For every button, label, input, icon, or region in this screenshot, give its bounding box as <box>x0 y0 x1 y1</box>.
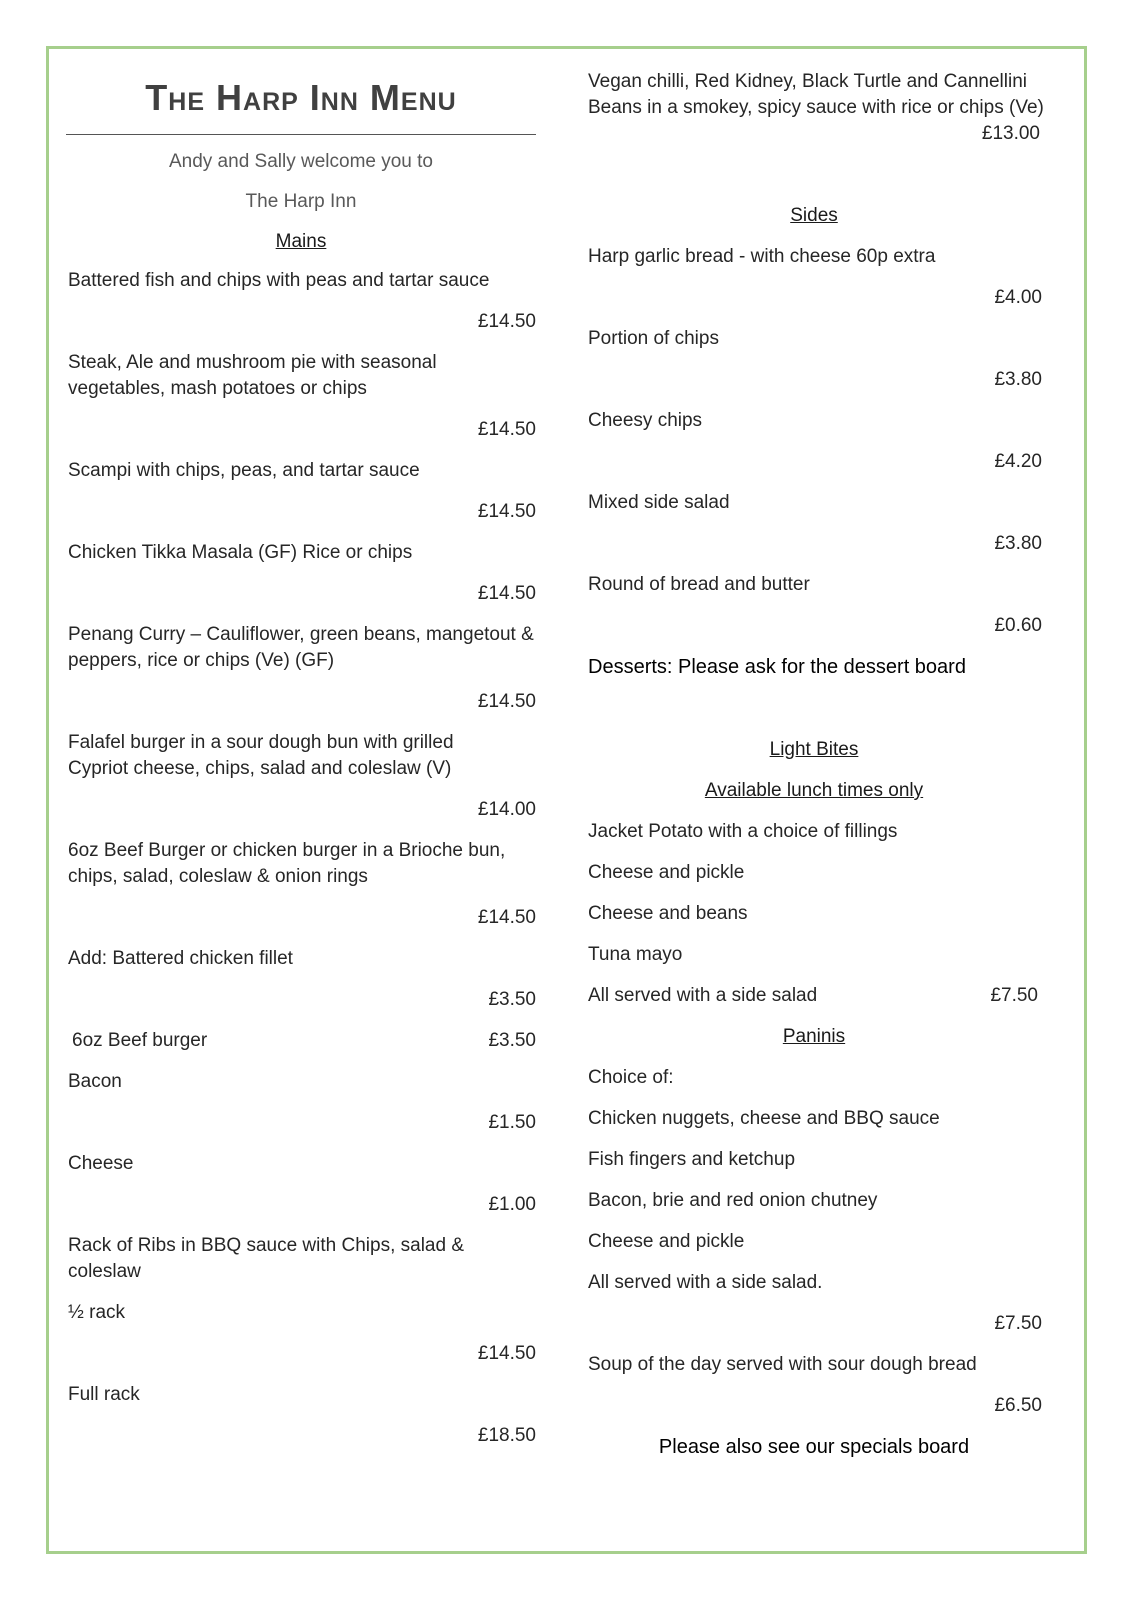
ribs-full-price: £18.50 <box>477 1425 536 1446</box>
menu-item-price: £14.50 <box>477 691 536 712</box>
extra-item: Cheese <box>68 1153 134 1174</box>
menu-item-price: £14.50 <box>477 311 536 332</box>
menu-item: Battered fish and chips with peas and tartar sauce <box>68 270 490 291</box>
mains-heading: Mains <box>275 231 327 252</box>
welcome-line-2: The Harp Inn <box>245 191 357 212</box>
side-item-price: £3.80 <box>994 533 1042 554</box>
paninis-served: All served with a side salad. <box>588 1272 823 1293</box>
paninis-intro: Choice of: <box>588 1067 674 1088</box>
side-item-price: £4.00 <box>994 287 1042 308</box>
panini-option: Bacon, brie and red onion chutney <box>588 1190 878 1211</box>
menu-item-price: £14.50 <box>477 907 536 928</box>
extra-item: Bacon <box>68 1071 122 1092</box>
jacket-intro: Jacket Potato with a choice of fillings <box>588 821 898 842</box>
jacket-filling: Tuna mayo <box>588 944 683 965</box>
jacket-filling: Cheese and pickle <box>588 862 745 883</box>
menu-item: Vegan chilli, Red Kidney, Black Turtle and Cannellini Beans in a smokey, spicy sauce with rice or chips (Ve) <box>588 71 1044 118</box>
extra-item: 6oz Beef burger <box>72 1030 208 1051</box>
side-item-price: £0.60 <box>994 615 1042 636</box>
panini-option: Chicken nuggets, cheese and BBQ sauce <box>588 1108 940 1129</box>
menu-item-price: £14.50 <box>477 419 536 440</box>
ribs-half-price: £14.50 <box>477 1343 536 1364</box>
welcome-line-1: Andy and Sally welcome you to <box>168 151 434 172</box>
menu-item-price: £14.50 <box>477 583 536 604</box>
ribs-half-label: ½ rack <box>68 1302 126 1323</box>
desserts-note: Desserts: Please ask for the dessert board <box>588 656 966 678</box>
menu-item: Falafel burger in a sour dough bun with grilled Cypriot cheese, chips, salad and coleslaw (V) <box>68 732 454 779</box>
menu-item: Scampi with chips, peas, and tartar sauce <box>68 460 420 481</box>
specials-note: Please also see our specials board <box>658 1436 970 1458</box>
paninis-price: £7.50 <box>994 1313 1042 1334</box>
side-item-price: £4.20 <box>994 451 1042 472</box>
menu-item-price: £14.50 <box>477 501 536 522</box>
side-item: Mixed side salad <box>588 492 730 513</box>
menu-item: Penang Curry – Cauliflower, green beans, mangetout & peppers, rice or chips (Ve) (GF) <box>68 624 534 671</box>
jacket-price: £7.50 <box>990 985 1038 1006</box>
extra-item: Add: Battered chicken fillet <box>68 948 293 969</box>
jacket-filling: Cheese and beans <box>588 903 748 924</box>
extra-item-price: £1.50 <box>488 1112 536 1133</box>
panini-option: Fish fingers and ketchup <box>588 1149 796 1170</box>
panini-option: Cheese and pickle <box>588 1231 745 1252</box>
jacket-served: All served with a side salad <box>588 985 818 1006</box>
menu-item: Steak, Ale and mushroom pie with seasonal vegetables, mash potatoes or chips <box>68 352 437 399</box>
paninis-heading: Paninis <box>782 1026 846 1047</box>
menu-item: Chicken Tikka Masala (GF) Rice or chips <box>68 542 413 563</box>
sides-heading: Sides <box>790 205 838 226</box>
soup-price: £6.50 <box>994 1395 1042 1416</box>
menu-item-price: £13.00 <box>981 123 1040 144</box>
light-bites-subheading: Available lunch times only <box>704 780 924 801</box>
extra-item-price: £3.50 <box>488 989 536 1010</box>
menu-item-price: £14.00 <box>477 799 536 820</box>
title-divider <box>66 134 536 135</box>
light-bites-heading: Light Bites <box>769 739 859 760</box>
side-item: Portion of chips <box>588 328 719 349</box>
extra-item-price: £3.50 <box>488 1030 536 1051</box>
ribs-full-label: Full rack <box>68 1384 140 1405</box>
side-item: Round of bread and butter <box>588 574 810 595</box>
menu-item: Rack of Ribs in BBQ sauce with Chips, salad & coleslaw <box>68 1235 465 1282</box>
extra-item-price: £1.00 <box>488 1194 536 1215</box>
soup-item: Soup of the day served with sour dough bread <box>588 1354 977 1375</box>
side-item-price: £3.80 <box>994 369 1042 390</box>
menu-item: 6oz Beef Burger or chicken burger in a Brioche bun, chips, salad, coleslaw & onion rings <box>68 840 506 887</box>
side-item: Cheesy chips <box>588 410 703 431</box>
menu-title: The Harp Inn Menu <box>145 77 457 118</box>
side-item: Harp garlic bread - with cheese 60p extra <box>588 246 936 267</box>
